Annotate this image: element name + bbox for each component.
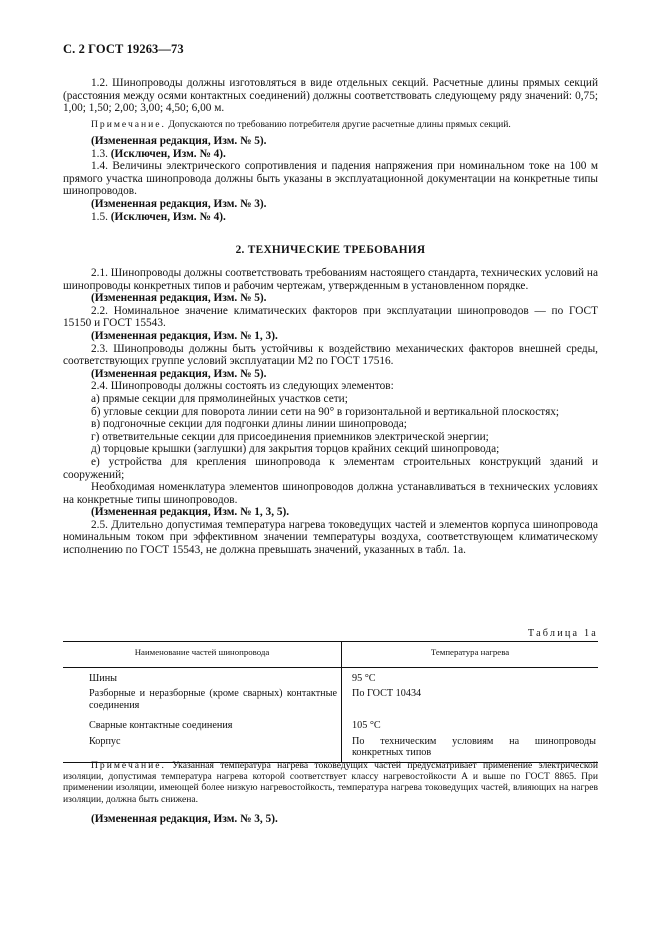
table-cell-part: Шины [63,667,342,687]
clause-1-2: 1.2. Шинопроводы должны изготовляться в виде отдельных секций. Расчетные длины прямых секций (расстояния между осями контактных соединений) должны соответствовать следующему ряду значений: 0,75; 1,00; 1,50; 2,00; 3,00; 4,50; 6,00 м. [63,77,598,115]
list-item-e: е) устройства для крепления шинопровода к элементам строительных конструкций зданий и сооружений; [63,455,598,481]
edition-2-1: (Измененная редакция, Изм. № 5). [91,292,267,305]
table-cell-part: Сварные контактные соединения [63,714,342,735]
table-row [63,667,598,687]
clause-2-4: 2.4. Шинопроводы должны состоять из следующих элементов: [91,380,394,393]
section-2-block [63,267,598,557]
list-item-v: в) подгоночные секции для подгонки длины линии шинопровода; [91,418,407,431]
table-row [63,735,598,763]
table-cell-temperature: 105 °С [352,720,381,731]
edition-2-3: (Измененная редакция, Изм. № 5). [91,367,267,380]
edition-1-2: (Измененная редакция, Изм. № 5). [91,134,267,147]
table-caption: Таблица 1а [527,628,598,639]
list-item-b: б) угловые секции для поворота линии сети на 90° в горизонтальной и вертикальной плоскостях; [91,405,560,418]
note-1-2 [63,119,598,130]
edition-1-4: (Измененная редакция, Изм. № 3). [91,197,267,210]
list-item-g: г) ответвительные секции для присоединения приемников электрической энергии; [91,430,489,443]
clause-2-1: 2.1. Шинопроводы должны соответствовать требованиям настоящего стандарта, технических условий на шинопроводы конкретных типов и рабочим чертежам, утвержденным в установленном порядке. [63,267,598,292]
clause-2-2: 2.2. Номинальное значение климатических факторов при эксплуатации шинопроводов — по ГОСТ 15150 и ГОСТ 15543. [63,304,598,330]
temperature-table [63,641,598,763]
table-cell-temperature: По техническим условиям на шинопроводы конкретных типов [342,735,599,763]
section-2-title: 2. ТЕХНИЧЕСКИЕ ТРЕБОВАНИЯ [235,244,426,256]
clause-2-4-tail: Необходимая номенклатура элементов шинопроводов должна устанавливаться в технических условиях на конкретные типы шинопроводов. [63,481,598,506]
page-header: С. 2 ГОСТ 19263—73 [63,42,184,56]
note-text: Допускаются по требованию потребителя другие расчетные длины прямых секций. [165,118,511,130]
table-cell-temperature: По ГОСТ 10434 [352,688,422,699]
clause-1-3-number: 1.3. [91,147,111,160]
table-note-text: Указанная температура нагрева токоведущих частей предусматривает применение электрической изоляции, допустимая температура нагрева которой соответствует классу нагревостойкости А и выше по ГОСТ 8865. При применении изоляции, имеющей более низкую нагревостойкость, температура нагрева токоведущих частей, влияющих на нагрев изоляции, должна быть снижена. [63,760,598,805]
clause-1-5 [63,211,598,224]
clause-1-3-text: (Исключен, Изм. № 4). [110,147,226,160]
section-1-block [63,77,598,223]
clause-1-5-text: (Исключен, Изм. № 4). [110,210,226,223]
table-row [63,687,598,714]
table-cell-part: Разборные и неразборные (кроме сварных) контактные соединения [63,687,342,714]
table-note-block [63,760,598,825]
list-item-d: д) торцовые крышки (заглушки) для закрытия торцов крайних секций шинопровода; [91,443,500,456]
clause-2-5: 2.5. Длительно допустимая температура нагрева токоведущих частей и элементов корпуса шинопровода номинальным током при эффективном значении температуры воздуха, соответствующем климатическому исполнению по ГОСТ 15543, не должна превышать значений, указанных в табл. 1а. [63,518,598,557]
table-row [63,714,598,735]
clause-1-5-number: 1.5. [91,210,111,223]
note-label: Примечание. [91,118,166,130]
table-header-part: Наименование частей шинопровода [63,642,342,668]
clause-1-3 [63,148,598,161]
table-cell-part: Корпус [63,735,342,763]
table-header-temperature: Температура нагрева [342,642,599,668]
table-note-label: Примечание. [91,760,166,771]
clause-1-4: 1.4. Величины электрического сопротивления и падения напряжения при номинальном токе на 100 м прямого участка шинопровода должны быть указаны в эксплуатационной документации на конкретные типы шинопроводов. [63,160,598,198]
edition-2-4: (Измененная редакция, Изм. № 1, 3, 5). [91,506,290,519]
edition-2-5: (Измененная редакция, Изм. № 3, 5). [91,812,278,825]
list-item-a: а) прямые секции для прямолинейных участков сети; [91,392,348,405]
table-note [63,760,598,805]
edition-2-2: (Измененная редакция, Изм. № 1, 3). [91,329,278,342]
clause-2-3: 2.3. Шинопроводы должны быть устойчивы к воздействию механических факторов внешней среды, соответствующих группе условий эксплуатации М2 по ГОСТ 17516. [63,342,598,368]
table-cell-temperature: 95 °С [352,672,376,684]
